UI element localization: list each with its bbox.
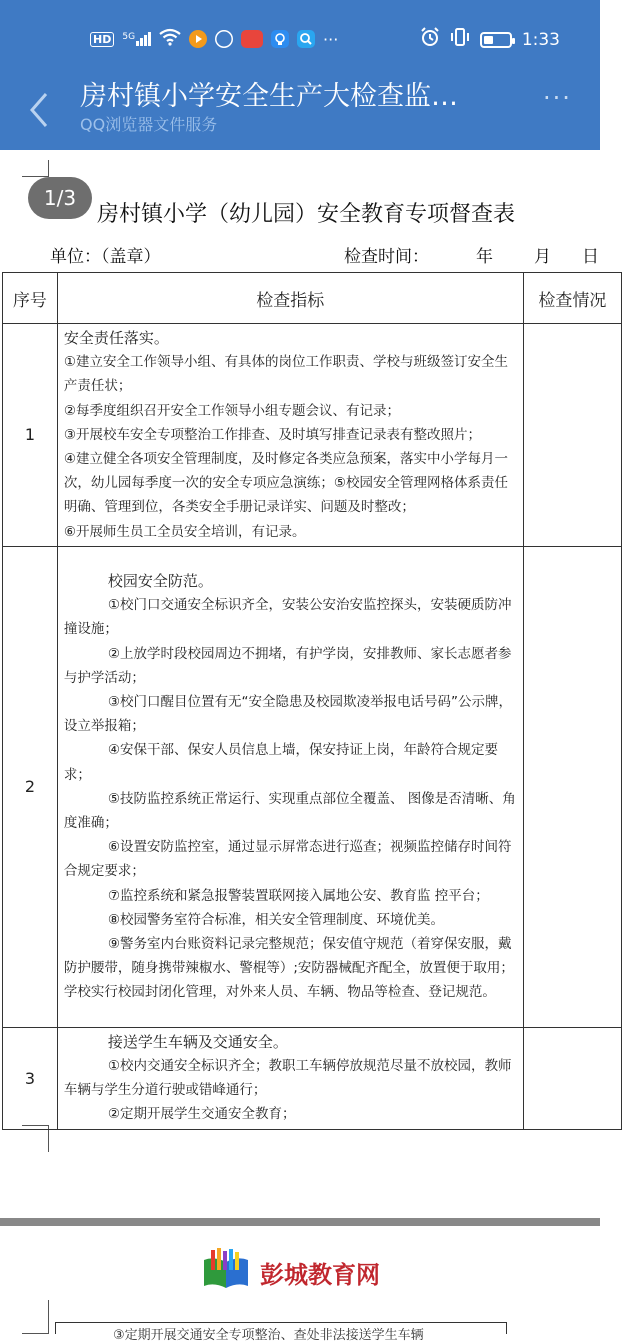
check-status-cell[interactable] xyxy=(523,1027,621,1129)
crop-mark xyxy=(22,160,49,177)
hd-badge: HD xyxy=(90,32,114,47)
check-time-label: 检查时间： xyxy=(344,247,429,267)
back-arrow-icon[interactable] xyxy=(28,90,68,130)
row-number: 2 xyxy=(3,546,58,1027)
indicator-heading: 校园安全防范。 xyxy=(107,572,213,590)
search-app-icon xyxy=(297,30,315,48)
page-subtitle: QQ浏览器文件服务 xyxy=(80,115,218,134)
bulb-app-icon xyxy=(271,30,289,48)
indicator-item: ②定期开展学生交通安全教育； xyxy=(107,1106,296,1123)
unit-label: 单位：（盖章） xyxy=(50,247,161,267)
header-indicator: 检查指标 xyxy=(57,273,523,324)
next-page-table-edge xyxy=(0,1322,600,1343)
indicator-item: ⑨警务室内台账资料记录完整规范；保安值守规范（着穿保安服，戴防护腰带，随身携带辣椒水、警棍等）;安防器械配齐配全，放置便于取用；学校实行校园封闭化管理，对外来人员、车辆、物品等检查、登记规范。 xyxy=(63,936,514,1001)
indicator-item: ③开展校车安全专项整治工作排查、及时填写排查记录表有整改照片； xyxy=(63,426,481,443)
day-label: 日 xyxy=(582,247,599,267)
inspection-table xyxy=(2,272,622,1130)
header-no: 序号 xyxy=(3,273,58,324)
indicator-item: ⑧校园警务室符合标准，相关安全管理制度、环境优美。 xyxy=(107,911,444,928)
more-options-button[interactable]: ··· xyxy=(543,84,572,112)
page-indicator: 1/3 xyxy=(28,177,92,219)
status-right-icons xyxy=(420,27,560,52)
signal-icon xyxy=(122,32,151,46)
indicator-item: ④安保干部、保安人员信息上墙，保安持证上岗，年龄符合规定要求； xyxy=(63,742,498,783)
document-title: 房村镇小学（幼儿园）安全教育专项督查表 xyxy=(97,202,516,227)
indicator-item: ①校内交通安全标识齐全；教职工车辆停放规范尽量不放校园，教师车辆与学生分道行驶或错峰通行； xyxy=(63,1058,512,1099)
indicator-item: ⑥设置安防监控室，通过显示屏常态进行巡查；视频监控储存时间符合规定要求； xyxy=(63,839,512,880)
indicator-item: ②每季度组织召开安全工作领导小组专题会议、有记录； xyxy=(63,402,400,419)
row-number: 1 xyxy=(3,324,58,547)
logo-text: 彭城教育网 xyxy=(260,1259,380,1289)
year-label: 年 xyxy=(476,247,493,267)
indicator-heading: 接送学生车辆及交通安全。 xyxy=(107,1032,288,1051)
video-app-icon xyxy=(189,30,207,48)
app-bar xyxy=(0,70,600,150)
header-check-status: 检查情况 xyxy=(523,273,621,324)
book-logo-icon xyxy=(200,1248,252,1296)
row-number: 3 xyxy=(3,1027,58,1129)
unit-row xyxy=(50,242,610,267)
indicator-item: ⑤技防监控系统正常运行、实现重点部位全覆盖、 图像是否清晰、角度准确； xyxy=(63,790,516,832)
status-left-icons xyxy=(90,28,338,50)
indicator-cell xyxy=(57,546,523,1027)
indicator-item: ⑦监控系统和紧急报警装置联网接入属地公安、教育监 控平台； xyxy=(107,887,489,904)
table-row xyxy=(3,546,622,1027)
next-page-text: ③定期开展交通安全专项整治、查处非法接送学生车辆 xyxy=(113,1328,424,1343)
site-logo xyxy=(200,1248,380,1296)
table-row xyxy=(3,324,622,547)
check-status-cell[interactable] xyxy=(523,324,621,547)
indicator-cell xyxy=(57,324,523,547)
alarm-icon xyxy=(420,27,440,52)
check-status-cell[interactable] xyxy=(523,546,621,1027)
indicator-item: ③校门口醒目位置有无“安全隐患及校园欺凌举报电话号码”公示牌，设立举报箱； xyxy=(63,694,512,735)
page-divider xyxy=(0,1218,600,1226)
indicator-item: ④建立健全各项安全管理制度，及时修定各类应急预案，落实中小学每月一次，幼儿园每季度一次的安全专项应急演练；⑤校园安全管理网格体系责任明确、管理到位，各类安全手册记录详实、问题及时整改； xyxy=(63,451,508,516)
clock-time: 1:33 xyxy=(521,29,560,50)
indicator-item: ①建立安全工作领导小组、有具体的岗位工作职责、学校与班级签订安全生产责任状； xyxy=(63,354,508,395)
indicator-item: ⑥开展师生员工全员安全培训，有记录。 xyxy=(63,523,306,540)
table-header-row xyxy=(3,273,622,324)
month-label: 月 xyxy=(534,247,551,267)
vibrate-icon xyxy=(450,27,470,52)
page-title: 房村镇小学安全生产大检查监… xyxy=(80,81,458,112)
more-notifications-label: ··· xyxy=(323,29,339,49)
indicator-item: ②上放学时段校园周边不拥堵，有护学岗，安排教师、家长志愿者参与护学活动； xyxy=(63,645,512,686)
indicator-heading: 安全责任落实。 xyxy=(63,329,169,347)
indicator-item: ①校门口交通安全标识齐全，安装公安治安监控探头，安装硬质防冲撞设施； xyxy=(63,597,512,638)
wifi-icon xyxy=(159,28,181,50)
status-bar xyxy=(0,0,600,70)
indicator-cell xyxy=(57,1027,523,1129)
battery-icon xyxy=(480,32,512,48)
huawei-app-icon xyxy=(241,30,263,48)
table-row xyxy=(3,1027,622,1129)
compass-app-icon xyxy=(215,30,233,48)
network-type-label: 5G xyxy=(122,32,136,42)
